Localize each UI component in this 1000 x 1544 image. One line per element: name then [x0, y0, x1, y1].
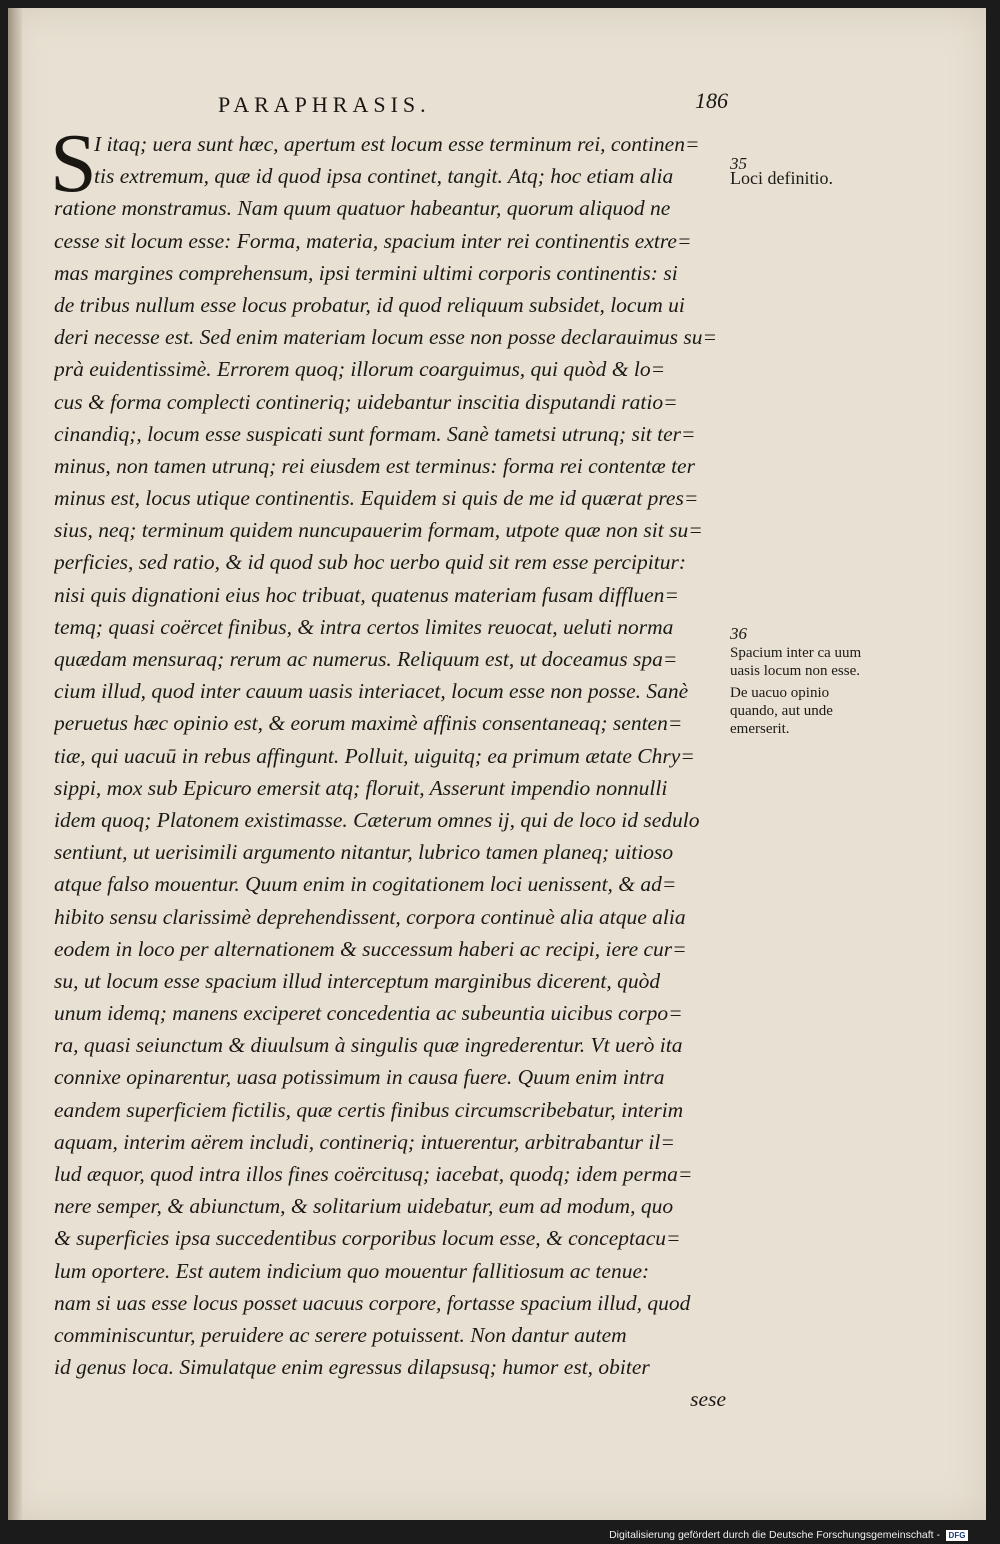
text-line: nam si uas esse locus posset uacuus corpore, fortasse spacium illud, quod: [54, 1290, 691, 1315]
text-line: tis extremum, quæ id quod ipsa continet, tangit. Atq; hoc etiam alia: [94, 164, 674, 189]
text-line: I itaq; uera sunt hæc, apertum est locum esse terminum rei, continen=: [94, 132, 700, 156]
text-line: temq; quasi coërcet finibus, & intra certos limites reuocat, ueluti norma: [54, 614, 674, 639]
drop-initial: S: [50, 117, 97, 210]
text-line: sentiunt, ut uerisimili argumento nitantur, lubrico tamen planeq; uitioso: [54, 840, 674, 865]
text-line: minus est, locus utique continentis. Equidem si quis de me id quærat pres=: [54, 486, 699, 511]
dfg-logo: DFG: [946, 1530, 968, 1541]
text-line: peruetus hæc opinio est, & eorum maximè affinis consentaneaq; senten=: [54, 711, 683, 736]
text-line: eandem superficiem fictilis, quæ certis finibus circumscribebatur, interim: [54, 1097, 684, 1122]
margin-note-number: 36: [730, 624, 747, 643]
text-line: deri necesse est. Sed enim materiam locum esse non posse declarauimus su=: [54, 325, 717, 350]
text-line: nisi quis dignationi eius hoc tribuat, quatenus materiam fusam diffluen=: [54, 582, 679, 607]
text-line: ra, quasi seiunctum & diuulsum à singulis quæ ingrederentur. Vt uerò ita: [54, 1033, 683, 1058]
text-line: aquam, interim aërem includi, contineriq; intuerentur, arbitrabantur il=: [54, 1129, 675, 1154]
margin-note-35: [730, 154, 880, 189]
text-line: minus, non tamen utrunq; rei eiusdem est terminus: forma rei contentæ ter: [54, 453, 695, 478]
margin-note-text: De uacuo opinio quando, aut unde emerserit.: [730, 685, 833, 737]
text-line: id genus loca. Simulatque enim egressus dilapsusq; humor est, obiter: [54, 1355, 650, 1380]
text-line: comminiscuntur, peruidere ac serere potuissent. Non dantur autem: [54, 1322, 627, 1347]
running-title: PARAPHRASIS.: [218, 92, 431, 117]
main-text-block: [54, 128, 726, 1416]
page-number: 186: [695, 88, 728, 113]
text-line: cesse sit locum esse: Forma, materia, spacium inter rei continentis extre=: [54, 228, 692, 253]
text-line: sippi, mox sub Epicuro emersit atq; floruit, Asserunt impendio nonnulli: [54, 775, 668, 800]
text-line: mas margines comprehensum, ipsi termini ultimi corporis continentis: si: [54, 260, 678, 285]
text-line: cus & forma complecti contineriq; uidebantur inscitia disputandi ratio=: [54, 389, 678, 414]
book-page: [8, 8, 986, 1520]
text-line: su, ut locum esse spacium illud interceptum marginibus dicerent, quòd: [54, 968, 661, 993]
text-line: lum oportere. Est autem indicium quo mouentur fallitiosum ac tenue:: [54, 1258, 650, 1283]
text-line: perficies, sed ratio, & id quod sub hoc uerbo quid sit rem esse percipitur:: [54, 550, 686, 575]
text-line: eodem in loco per alternationem & successum haberi ac recipi, iere cur=: [54, 936, 687, 961]
text-line: ratione monstramus. Nam quum quatuor habeantur, quorum aliquod ne: [54, 196, 671, 221]
text-line: idem quoq; Platonem existimasse. Cæterum omnes ij, qui de loco id sedulo: [54, 807, 700, 832]
margin-note-text: Loci definitio.: [730, 168, 833, 188]
margin-note-number: 35: [730, 154, 747, 173]
page-gutter: [8, 8, 22, 1520]
catchword: sese: [690, 1387, 726, 1412]
text-line: tiæ, qui uacuū in rebus affingunt. Polluit, uiguitq; ea primum ætate Chry=: [54, 743, 695, 768]
text-line: nere semper, & abiunctum, & solitarium uidebatur, eum ad modum, quo: [54, 1194, 674, 1219]
text-line: cium illud, quod inter cauum uasis interiacet, locum esse non posse. Sanè: [54, 679, 689, 704]
margin-note-36: [730, 624, 880, 738]
credit-text: Digitalisierung gefördert durch die Deutsche Forschungsgemeinschaft -: [609, 1529, 940, 1541]
text-line: atque falso mouentur. Quum enim in cogitationem loci uenissent, & ad=: [54, 872, 677, 897]
text-line: sius, neq; terminum quidem nuncupauerim formam, utpote quæ non sit su=: [54, 518, 703, 543]
text-line: unum idemq; manens exciperet concedentia ac subeuntia uicibus corpo=: [54, 1001, 683, 1026]
text-line: cinandiq;, locum esse suspicati sunt formam. Sanè tametsi utrunq; sit ter=: [54, 421, 696, 446]
text-line: de tribus nullum esse locus probatur, id quod reliquum subsidet, locum ui: [54, 292, 685, 317]
text-line: connixe opinarentur, uasa potissimum in causa fuere. Quum enim intra: [54, 1065, 665, 1090]
margin-note-text: Spacium inter ca uum uasis locum non esse.: [730, 645, 862, 679]
text-line: hibito sensu clarissimè deprehendissent, corpora continuè alia atque alia: [54, 904, 686, 929]
text-line: & superficies ipsa succedentibus corporibus locum esse, & conceptacu=: [54, 1226, 681, 1251]
text-line: quædam mensuraq; rerum ac numerus. Reliquum est, ut doceamus spa=: [54, 647, 678, 671]
text-line: lud æquor, quod intra illos fines coërcitusq; iacebat, quodq; idem perma=: [54, 1162, 693, 1186]
digitization-credit: [609, 1528, 968, 1542]
text-line: prà euidentissimè. Errorem quoq; illorum coarguimus, qui quòd & lo=: [54, 357, 666, 382]
